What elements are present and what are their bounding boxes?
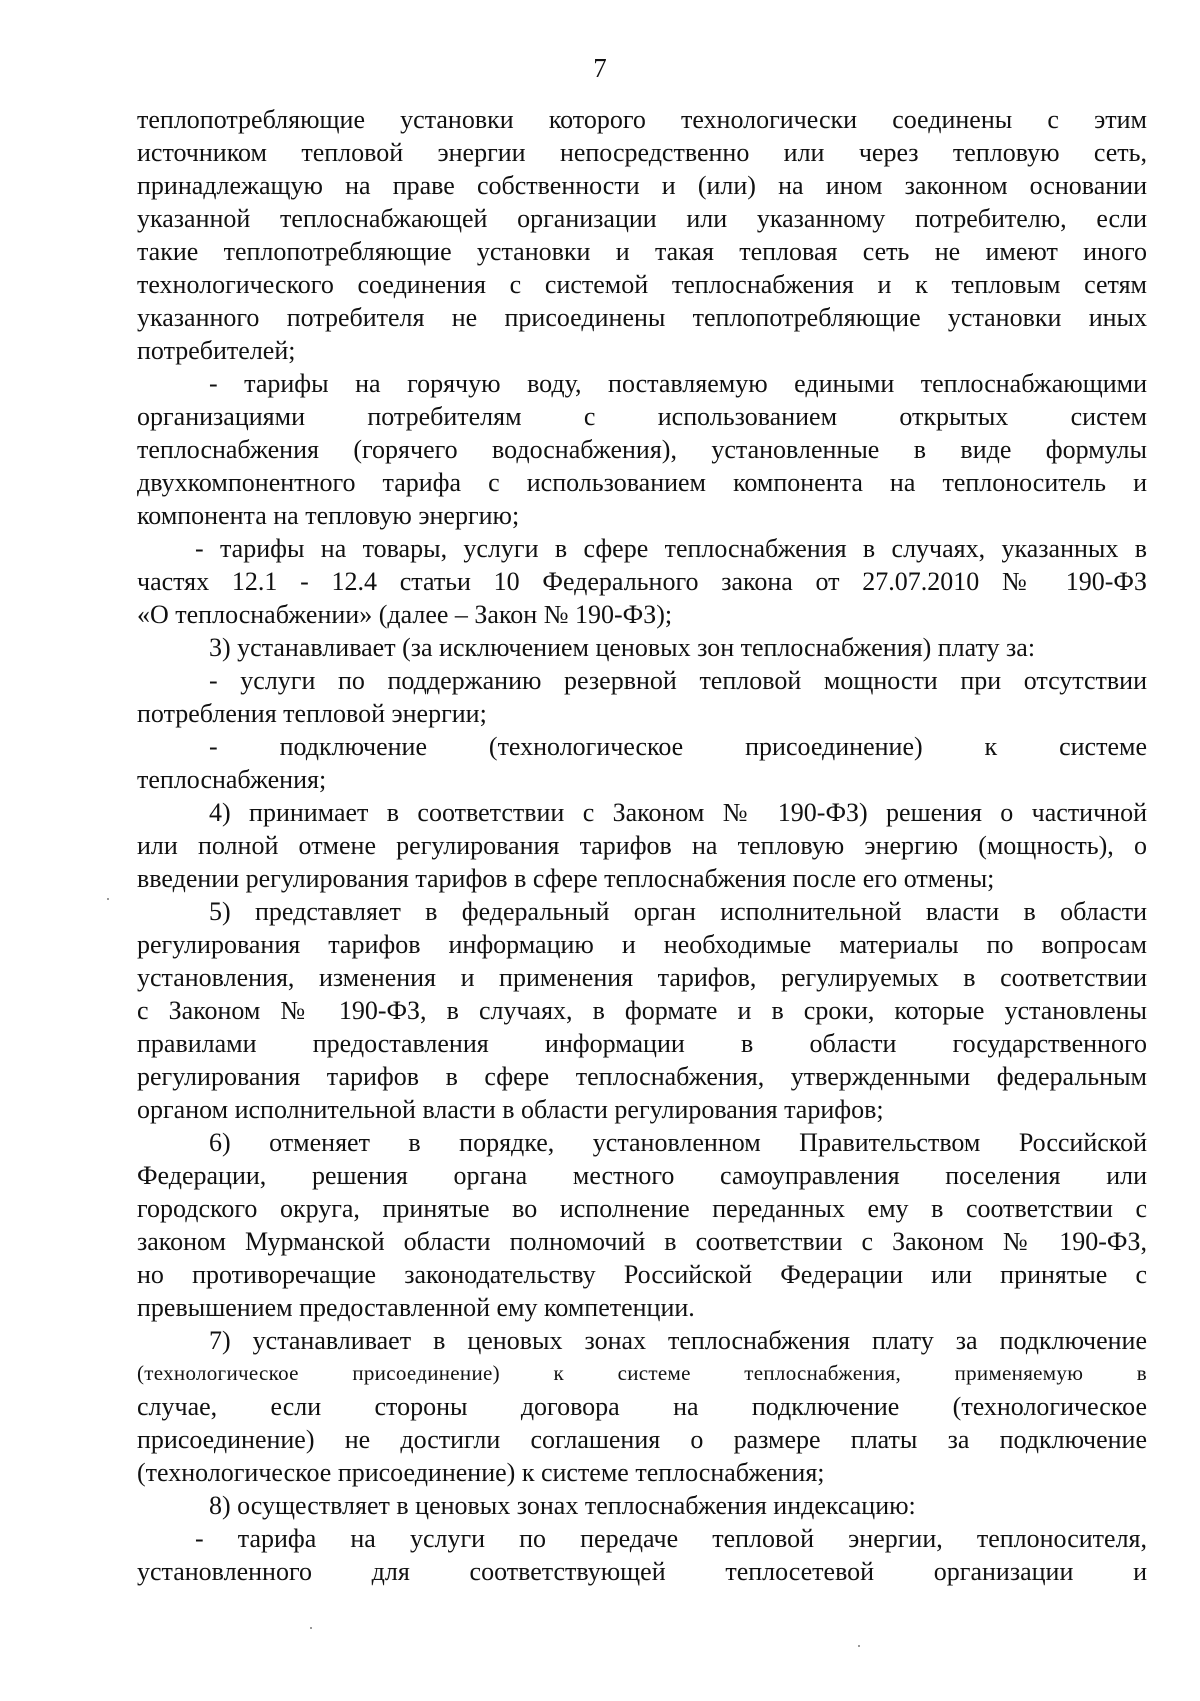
text-line: - услуги по поддержанию резервной тепловой мощности при отсутствии: [209, 666, 1147, 695]
scan-speck: [310, 1627, 312, 1629]
text-line: потребителей;: [137, 336, 296, 365]
text-line: организациями потребителям с использованием открытых систем: [137, 402, 1147, 431]
text-line: превышением предоставленной ему компетенции.: [137, 1293, 695, 1322]
text-line: или полной отмене регулирования тарифов на тепловую энергию (мощность), о: [137, 831, 1147, 860]
text-line: указанного потребителя не присоединены теплопотребляющие установки иных: [137, 303, 1147, 332]
text-line: 6) отменяет в порядке, установленном Правительством Российской: [209, 1128, 1147, 1157]
text-line: присоединение) не достигли соглашения о размере платы за подключение: [137, 1425, 1147, 1454]
text-line: правилами предоставления информации в области государственного: [137, 1029, 1147, 1058]
text-line: технологического соединения с системой теплоснабжения и к тепловым сетям: [137, 270, 1147, 299]
text-line: 4) принимает в соответствии с Законом № 190-ФЗ) решения о частичной: [209, 798, 1147, 827]
text-line: 3) устанавливает (за исключением ценовых зон теплоснабжения) плату за:: [209, 633, 1036, 662]
text-line: случае, если стороны договора на подключение (технологическое: [137, 1392, 1147, 1421]
text-line: установления, изменения и применения тарифов, регулируемых в соответствии: [137, 963, 1147, 992]
page-number: 7: [593, 53, 607, 83]
scan-speck: [107, 898, 109, 900]
text-line: но противоречащие законодательству Российской Федерации или принятые с: [137, 1260, 1147, 1289]
text-line: указанной теплоснабжающей организации или указанному потребителю, если: [137, 204, 1147, 233]
text-line: 8) осуществляет в ценовых зонах теплоснабжения индексацию:: [209, 1491, 916, 1520]
text-line: (технологическое присоединение) к системе теплоснабжения, применяемую в: [137, 1361, 1147, 1385]
text-line: такие теплопотребляющие установки и такая тепловая сеть не имеют иного: [137, 237, 1147, 266]
text-line: двухкомпонентного тарифа с использованием компонента на теплоноситель и: [137, 468, 1147, 497]
text-line: теплопотребляющие установки которого технологически соединены с этим: [137, 105, 1147, 134]
text-line: теплоснабжения (горячего водоснабжения), установленные в виде формулы: [137, 435, 1147, 464]
text-line: «О теплоснабжении» (далее – Закон № 190-ФЗ);: [137, 600, 673, 629]
text-line: принадлежащую на праве собственности и (или) на ином законном основании: [137, 171, 1147, 200]
text-line: органом исполнительной власти в области регулирования тарифов;: [137, 1095, 884, 1124]
text-line: 5) представляет в федеральный орган исполнительной власти в области: [209, 897, 1147, 926]
scan-speck: [858, 1645, 860, 1647]
text-line: регулирования тарифов информацию и необходимые материалы по вопросам: [137, 930, 1147, 959]
text-line: потребления тепловой энергии;: [137, 699, 487, 728]
text-line: с Законом № 190-ФЗ, в случаях, в формате и в сроки, которые установлены: [137, 996, 1147, 1025]
text-line: (технологическое присоединение) к системе теплоснабжения;: [137, 1458, 825, 1487]
text-line: - тарифы на горячую воду, поставляемую едиными теплоснабжающими: [209, 369, 1147, 398]
text-line: - подключение (технологическое присоединение) к системе: [209, 732, 1147, 761]
text-line: компонента на тепловую энергию;: [137, 501, 520, 530]
text-line: Федерации, решения органа местного самоуправления поселения или: [137, 1161, 1147, 1190]
text-line: введении регулирования тарифов в сфере теплоснабжения после его отмены;: [137, 864, 995, 893]
document-body: [137, 103, 1147, 1588]
text-line: установленного для соответствующей теплосетевой организации и: [137, 1557, 1147, 1586]
text-line: частях 12.1 - 12.4 статьи 10 Федерального закона от 27.07.2010 № 190-ФЗ: [137, 567, 1147, 596]
text-line: - тарифа на услуги по передаче тепловой энергии, теплоносителя,: [195, 1524, 1147, 1553]
text-line: городского округа, принятые во исполнение переданных ему в соответствии с: [137, 1194, 1147, 1223]
text-line: регулирования тарифов в сфере теплоснабжения, утвержденными федеральным: [137, 1062, 1147, 1091]
text-line: законом Мурманской области полномочий в соответствии с Законом № 190-ФЗ,: [137, 1227, 1147, 1256]
text-line: источником тепловой энергии непосредственно или через тепловую сеть,: [137, 138, 1147, 167]
text-line: 7) устанавливает в ценовых зонах теплоснабжения плату за подключение: [209, 1326, 1147, 1355]
text-line: - тарифы на товары, услуги в сфере теплоснабжения в случаях, указанных в: [195, 534, 1147, 563]
text-line: теплоснабжения;: [137, 765, 327, 794]
